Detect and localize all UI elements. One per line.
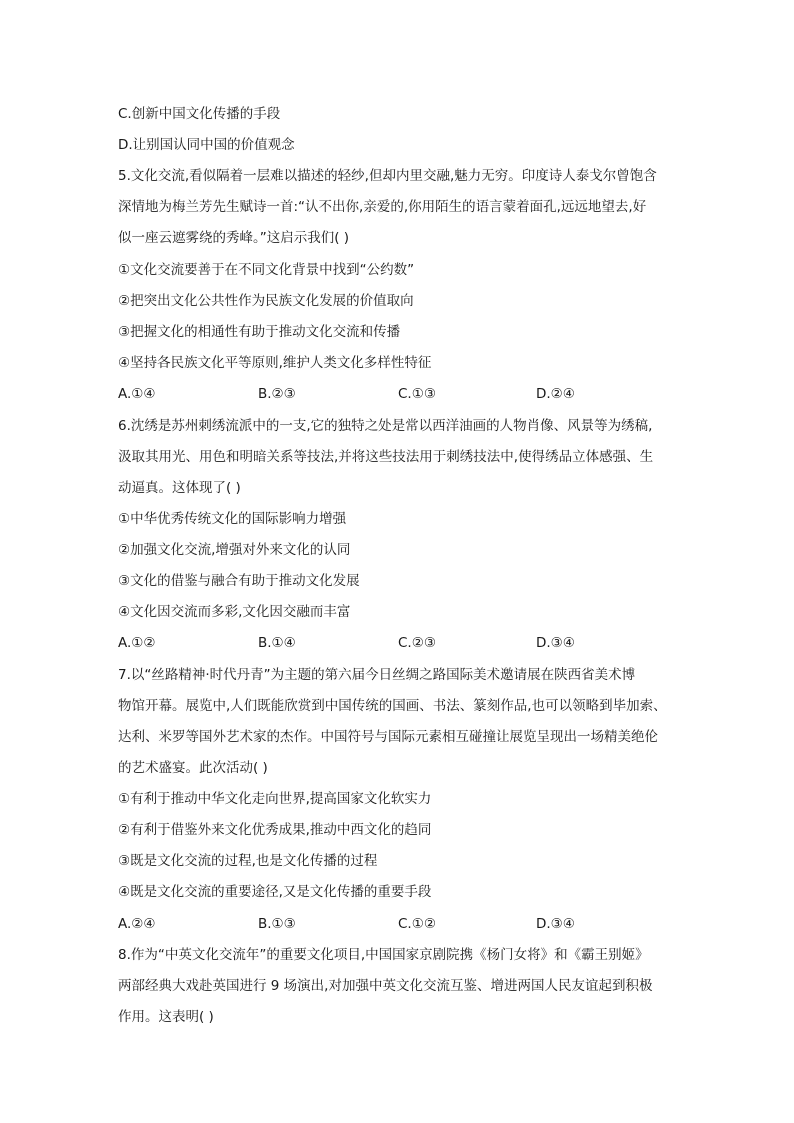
question-7-statement-2: ②有利于借鉴外来文化优秀成果,推动中西文化的趋同 [118, 822, 432, 838]
question-6-stem-line-2: 汲取其用光、用色和明暗关系等技法,并将这些技法用于刺绣技法中,使得绣品立体感强、生 [118, 449, 654, 465]
question-7-statement-3: ③既是文化交流的过程,也是文化传播的过程 [118, 853, 378, 869]
question-7-stem-line-2: 物馆开幕。展览中,人们既能欣赏到中国传统的国画、书法、篆刻作品,也可以领略到毕加索、 [118, 698, 667, 714]
question-6-statement-1: ①中华优秀传统文化的国际影响力增强 [118, 511, 347, 527]
question-6-option-b: B.①④ [258, 635, 296, 651]
question-8-stem-line-1: 8.作为“中英文化交流年”的重要文化项目,中国国家京剧院携《杨门女将》和《霸王别姬》 [118, 947, 649, 963]
question-8-stem-line-2: 两部经典大戏赴英国进行 9 场演出,对加强中英文化交流互鉴、增进两国人民友谊起到积极 [118, 978, 653, 994]
question-5-stem-line-1: 5.文化交流,看似隔着一层难以描述的轻纱,但却内里交融,魅力无穷。印度诗人泰戈尔曾饱含 [118, 168, 657, 184]
question-8-stem-line-3: 作用。这表明( ) [118, 1009, 214, 1025]
question-7-option-a: A.②④ [118, 916, 156, 932]
question-5-statement-2: ②把突出文化公共性作为民族文化发展的价值取向 [118, 293, 414, 309]
question-6-option-d: D.③④ [536, 635, 575, 651]
question-7-option-b: B.①③ [258, 916, 296, 932]
question-5-option-c: C.①③ [398, 386, 436, 402]
question-7-option-c: C.①② [398, 916, 436, 932]
question-7-stem-line-4: 的艺术盛宴。此次活动( ) [118, 760, 268, 776]
option-d-line: D.让别国认同中国的价值观念 [118, 137, 295, 153]
question-7-statement-4: ④既是文化交流的重要途径,又是文化传播的重要手段 [118, 884, 432, 900]
question-5-stem-line-3: 似一座云遮雾绕的秀峰。”这启示我们( ) [118, 230, 350, 246]
question-5-option-a: A.①④ [118, 386, 156, 402]
question-5-statement-3: ③把握文化的相通性有助于推动文化交流和传播 [118, 324, 401, 340]
question-6-stem-line-1: 6.沈绣是苏州刺绣流派中的一支,它的独特之处是常以西洋油画的人物肖像、风景等为绣稿, [118, 418, 653, 434]
option-c-line: C.创新中国文化传播的手段 [118, 106, 281, 122]
question-6-option-a: A.①② [118, 635, 156, 651]
question-5-statement-4: ④坚持各民族文化平等原则,维护人类文化多样性特征 [118, 355, 432, 371]
question-7-option-d: D.③④ [536, 916, 575, 932]
question-6-statement-2: ②加强文化交流,增强对外来文化的认同 [118, 542, 351, 558]
question-6-statement-4: ④文化因交流而多彩,文化因交融而丰富 [118, 604, 351, 620]
question-5-option-d: D.②④ [536, 386, 575, 402]
question-7-stem-line-3: 达利、米罗等国外艺术家的杰作。中国符号与国际元素相互碰撞让展览呈现出一场精美绝伦 [118, 729, 658, 745]
question-7-stem-line-1: 7.以“丝路精神·时代丹青”为主题的第六届今日丝绸之路国际美术邀请展在陕西省美术博 [118, 667, 636, 683]
question-6-stem-line-3: 动逼真。这体现了( ) [118, 480, 241, 496]
question-6-option-c: C.②③ [398, 635, 436, 651]
question-7-statement-1: ①有利于推动中华文化走向世界,提高国家文化软实力 [118, 791, 432, 807]
question-5-stem-line-2: 深情地为梅兰芳先生赋诗一首:“认不出你,亲爱的,你用陌生的语言蒙着面孔,远远地望去,好 [118, 199, 647, 215]
question-6-statement-3: ③文化的借鉴与融合有助于推动文化发展 [118, 573, 360, 589]
question-5-option-b: B.②③ [258, 386, 296, 402]
question-5-statement-1: ①文化交流要善于在不同文化背景中找到“公约数” [118, 262, 415, 278]
